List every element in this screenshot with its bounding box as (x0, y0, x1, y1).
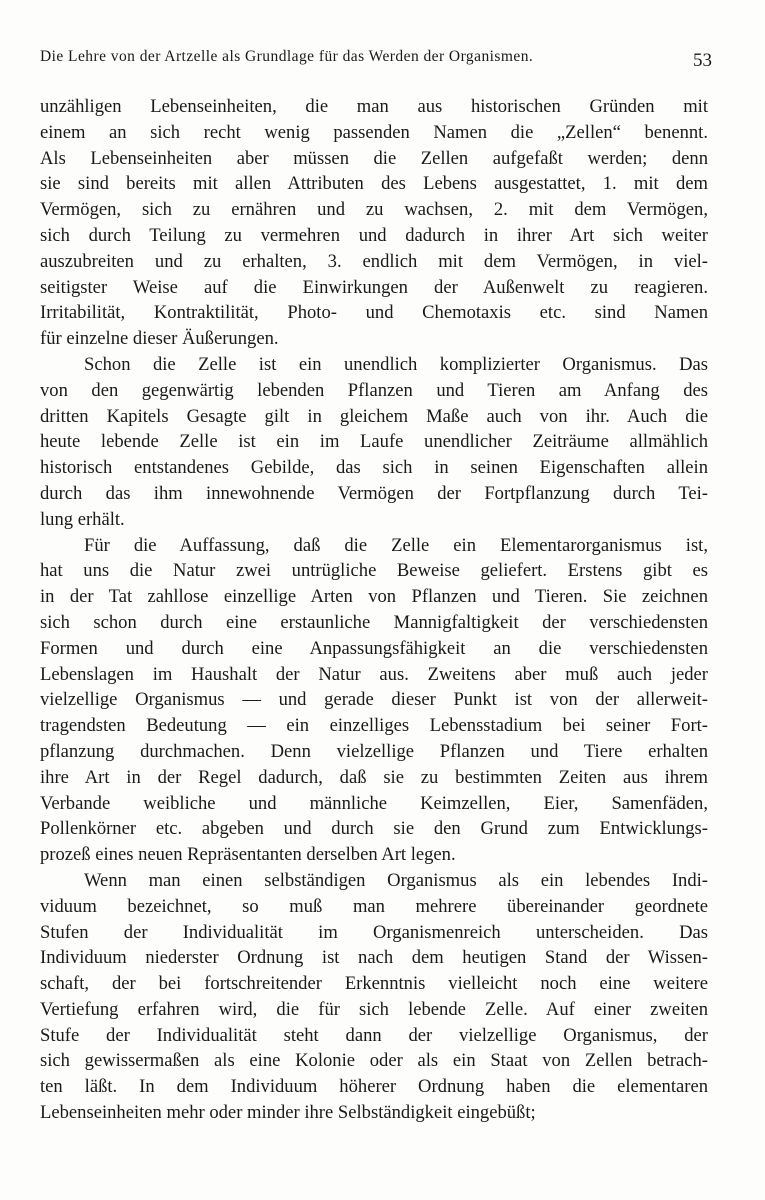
text-line: für einzelne dieser Äußerungen. (40, 328, 279, 350)
text-line: tragendsten Bedeutung — ein einzelliges Lebensstadium bei seiner Fort- (40, 715, 708, 737)
text-line: prozeß eines neuen Repräsentanten derselben Art legen. (40, 844, 456, 866)
text-line: durch das ihm innewohnende Vermögen der Fortpflanzung durch Tei- (40, 482, 708, 504)
book-page (40, 44, 712, 1126)
text-line: dritten Kapitels Gesagte gilt in gleichem Maße auch von ihr. Auch die (40, 405, 708, 427)
text-line: unzähligen Lebenseinheiten, die man aus historischen Gründen mit (40, 96, 708, 117)
text-line: lung erhält. (40, 508, 125, 530)
text-line: hat uns die Natur zwei untrügliche Beweise geliefert. Erstens gibt es (40, 560, 708, 582)
text-line: schaft, der bei fortschreitender Erkenntnis vielleicht noch eine weitere (40, 973, 708, 995)
text-line: Irritabilität, Kontraktilität, Photo- und Chemotaxis etc. sind Namen (40, 302, 708, 324)
paragraph (40, 352, 708, 533)
text-line: ten läßt. In dem Individuum höherer Ordnung haben die elementaren (40, 1076, 708, 1098)
body-text (40, 94, 708, 1126)
text-line: Vermögen, sich zu ernähren und zu wachsen, 2. mit dem Vermögen, (40, 199, 708, 221)
text-line: Verbande weibliche und männliche Keimzellen, Eier, Samenfäden, (40, 792, 708, 814)
text-line: Wenn man einen selbständigen Organismus als ein lebendes Indi- (84, 869, 708, 891)
text-line: Schon die Zelle ist ein unendlich komplizierter Organismus. Das (84, 353, 708, 375)
text-line: einem an sich recht wenig passenden Namen die „Zellen“ benennt. (40, 121, 708, 143)
text-line: von den gegenwärtig lebenden Pflanzen und Tieren am Anfang des (40, 379, 708, 401)
text-line: viduum bezeichnet, so muß man mehrere übereinander geordnete (40, 895, 708, 917)
text-line: sie sind bereits mit allen Attributen des Lebens ausgestattet, 1. mit dem (40, 173, 708, 195)
text-line: Für die Auffassung, daß die Zelle ein Elementarorganismus ist, (84, 534, 708, 556)
text-line: seitigster Weise auf die Einwirkungen der Außenwelt zu reagieren. (40, 276, 708, 298)
text-line: in der Tat zahllose einzellige Arten von Pflanzen und Tieren. Sie zeichnen (40, 586, 708, 608)
running-title: Die Lehre von der Artzelle als Grundlage für das Werden der Organismen. (40, 48, 534, 65)
text-line: Individuum niederster Ordnung ist nach dem heutigen Stand der Wissen- (40, 947, 708, 969)
text-line: Stufen der Individualität im Organismenreich unterscheiden. Das (40, 921, 708, 943)
running-head (40, 44, 712, 84)
text-line: auszubreiten und zu erhalten, 3. endlich mit dem Vermögen, in viel- (40, 250, 708, 272)
page-number: 53 (693, 50, 712, 71)
text-line: heute lebende Zelle ist ein im Laufe unendlicher Zeiträume allmählich (40, 431, 708, 453)
paragraph (40, 533, 708, 868)
text-line: sich gewissermaßen als eine Kolonie oder als ein Staat von Zellen betrach- (40, 1050, 708, 1072)
text-line: historisch entstandenes Gebilde, das sich in seinen Eigenschaften allein (40, 457, 708, 479)
text-line: Als Lebenseinheiten aber müssen die Zellen aufgefaßt werden; denn (40, 147, 708, 169)
text-line: sich schon durch eine erstaunliche Mannigfaltigkeit der verschiedensten (40, 611, 708, 633)
text-line: sich durch Teilung zu vermehren und dadurch in ihrer Art sich weiter (40, 224, 708, 246)
text-line: vielzellige Organismus — und gerade dieser Punkt ist von der allerweit- (40, 689, 708, 711)
text-line: Stufe der Individualität steht dann der vielzellige Organismus, der (40, 1024, 708, 1046)
text-line: pflanzung durchmachen. Denn vielzellige Pflanzen und Tiere erhalten (40, 740, 708, 762)
text-line: Pollenkörner etc. abgeben und durch sie den Grund zum Entwicklungs- (40, 818, 708, 840)
text-line: ihre Art in der Regel dadurch, daß sie zu bestimmten Zeiten aus ihrem (40, 766, 708, 788)
text-line: Vertiefung erfahren wird, die für sich lebende Zelle. Auf einer zweiten (40, 998, 708, 1020)
text-line: Lebenseinheiten mehr oder minder ihre Selbständigkeit eingebüßt; (40, 1102, 536, 1124)
paragraph (40, 868, 708, 1126)
paragraph (40, 94, 708, 352)
text-line: Lebenslagen im Haushalt der Natur aus. Zweitens aber muß auch jeder (40, 663, 708, 685)
text-line: Formen und durch eine Anpassungsfähigkeit an die verschiedensten (40, 637, 708, 659)
